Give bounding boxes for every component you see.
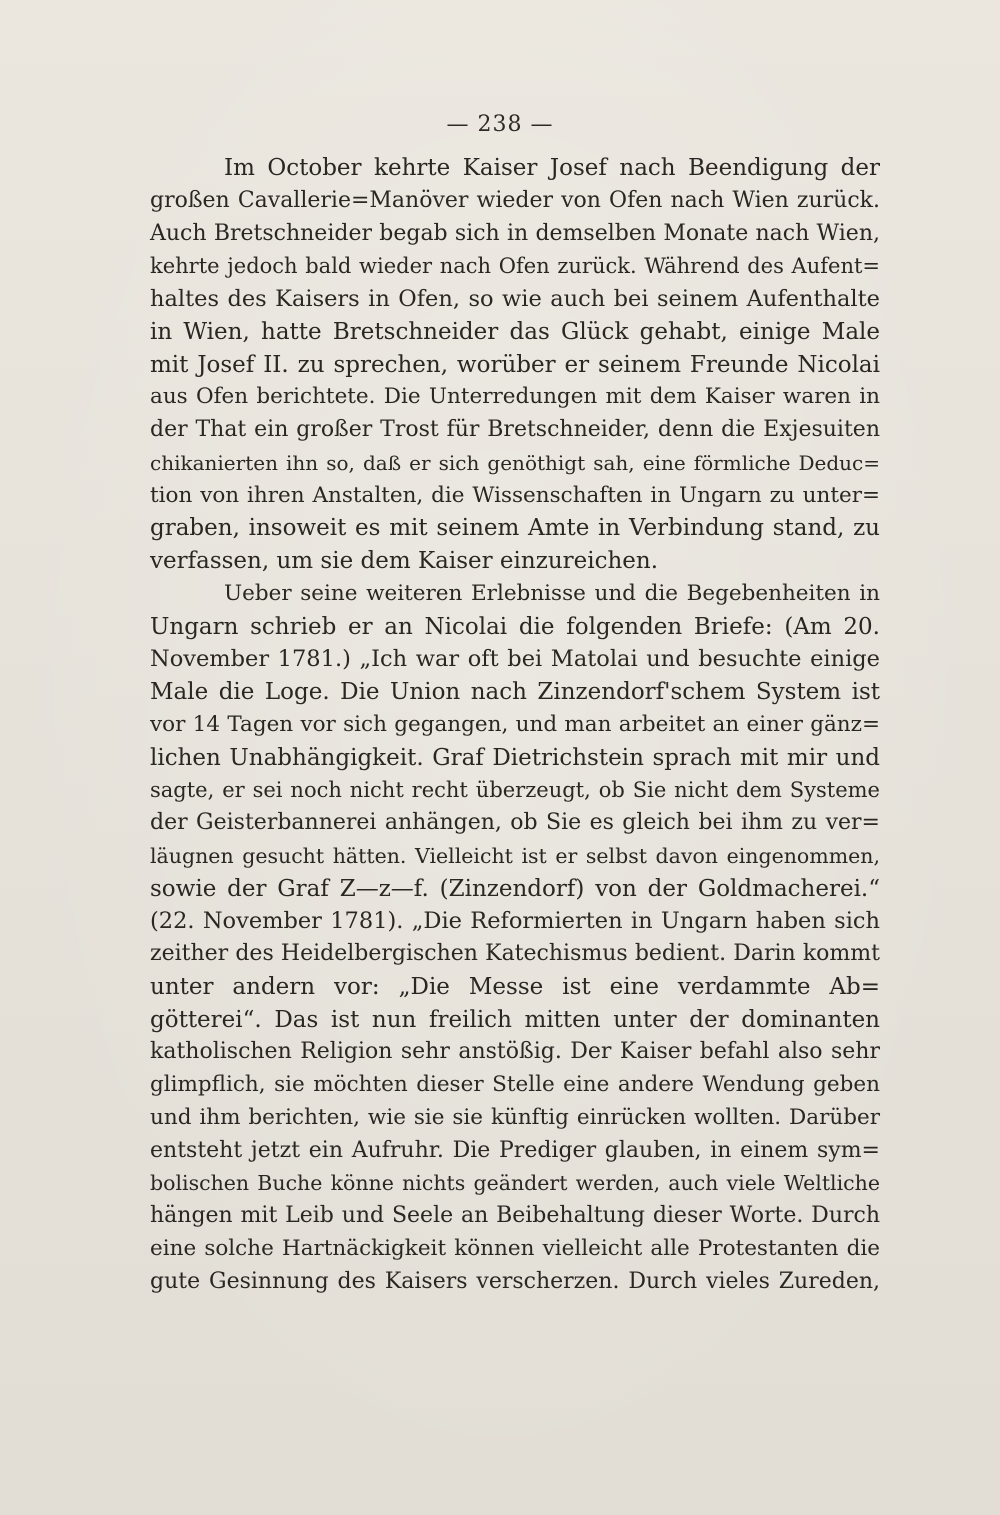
text-line: Im October kehrte Kaiser Josef nach Beendigung der [224,155,880,181]
text-line: aus Ofen berichtete. Die Unterredungen mit dem Kaiser waren in [150,384,880,410]
text-line: (22. November 1781). „Die Reformierten in Ungarn haben sich [150,908,880,935]
text-line: der Geisterbannerei anhängen, ob Sie es gleich bei ihm zu ver= [150,810,880,835]
body-text [150,152,880,1298]
text-line: Ungarn schrieb er an Nicolai die folgenden Briefe: (Am 20. [150,613,880,640]
text-line: großen Cavallerie=Manöver wieder von Ofen nach Wien zurück. [150,187,880,213]
text-line: graben, insoweit es mit seinem Amte in Verbindung stand, zu [150,515,880,542]
text-line: haltes des Kaisers in Ofen, so wie auch bei seinem Aufenthalte [150,286,880,312]
text-line: lichen Unabhängigkeit. Graf Dietrichstein sprach mit mir und [150,744,880,771]
text-line: entsteht jetzt ein Aufruhr. Die Prediger glauben, in einem sym= [150,1137,880,1163]
text-line: hängen mit Leib und Seele an Beibehaltung dieser Worte. Durch [150,1203,880,1228]
text-line: November 1781.) „Ich war oft bei Matolai und besuchte einige [150,646,880,673]
text-line: verfassen, um sie dem Kaiser einzureichen. [150,548,659,574]
text-line: eine solche Hartnäckigkeit können vielleicht alle Protestanten die [150,1235,880,1261]
page-number: — 238 — [446,112,554,137]
text-line: unter andern vor: „Die Messe ist eine verdammte Ab= [150,973,880,1000]
text-line: läugnen gesucht hätten. Vielleicht ist er selbst davon eingenommen, [150,843,880,868]
text-line: glimpflich, sie möchten dieser Stelle eine andere Wendung geben [150,1072,880,1097]
text-line: mit Josef II. zu sprechen, worüber er seinem Freunde Nicolai [150,351,880,378]
text-line: chikanierten ihn so, daß er sich genöthigt sah, eine förmliche Deduc= [150,450,880,475]
text-line: Male die Loge. Die Union nach Zinzendorf'schem System ist [150,679,880,705]
text-line: Ueber seine weiteren Erlebnisse und die Begebenheiten in [224,580,880,606]
text-line: zeither des Heidelbergischen Katechismus bedient. Darin kommt [150,941,880,966]
text-line: vor 14 Tagen vor sich gegangen, und man arbeitet an einer gänz= [150,711,880,737]
text-line: in Wien, hatte Bretschneider das Glück gehabt, einige Male [150,318,880,345]
text-line: bolischen Buche könne nichts geändert werden, auch viele Weltliche [150,1171,880,1196]
text-line: sowie der Graf Z—z—f. (Zinzendorf) von der Goldmacherei.“ [150,875,880,902]
text-line: kehrte jedoch bald wieder nach Ofen zurück. Während des Aufent= [150,254,880,279]
text-line: und ihm berichten, wie sie sie künftig einrücken wollten. Darüber [150,1104,880,1130]
text-line: tion von ihren Anstalten, die Wissenschaften in Ungarn zu unter= [150,482,880,508]
text-line: katholischen Religion sehr anstößig. Der Kaiser befahl also sehr [150,1039,880,1065]
text-line: gute Gesinnung des Kaisers verscherzen. Durch vieles Zureden, [150,1268,880,1294]
text-line: der That ein großer Trost für Bretschneider, denn die Exjesuiten [150,417,880,442]
text-line: sagte, er sei noch nicht recht überzeugt, ob Sie nicht dem Systeme [150,778,880,803]
text-line: götterei“. Das ist nun freilich mitten unter der dominanten [150,1006,880,1033]
text-line: Auch Bretschneider begab sich in demselben Monate nach Wien, [150,220,880,246]
